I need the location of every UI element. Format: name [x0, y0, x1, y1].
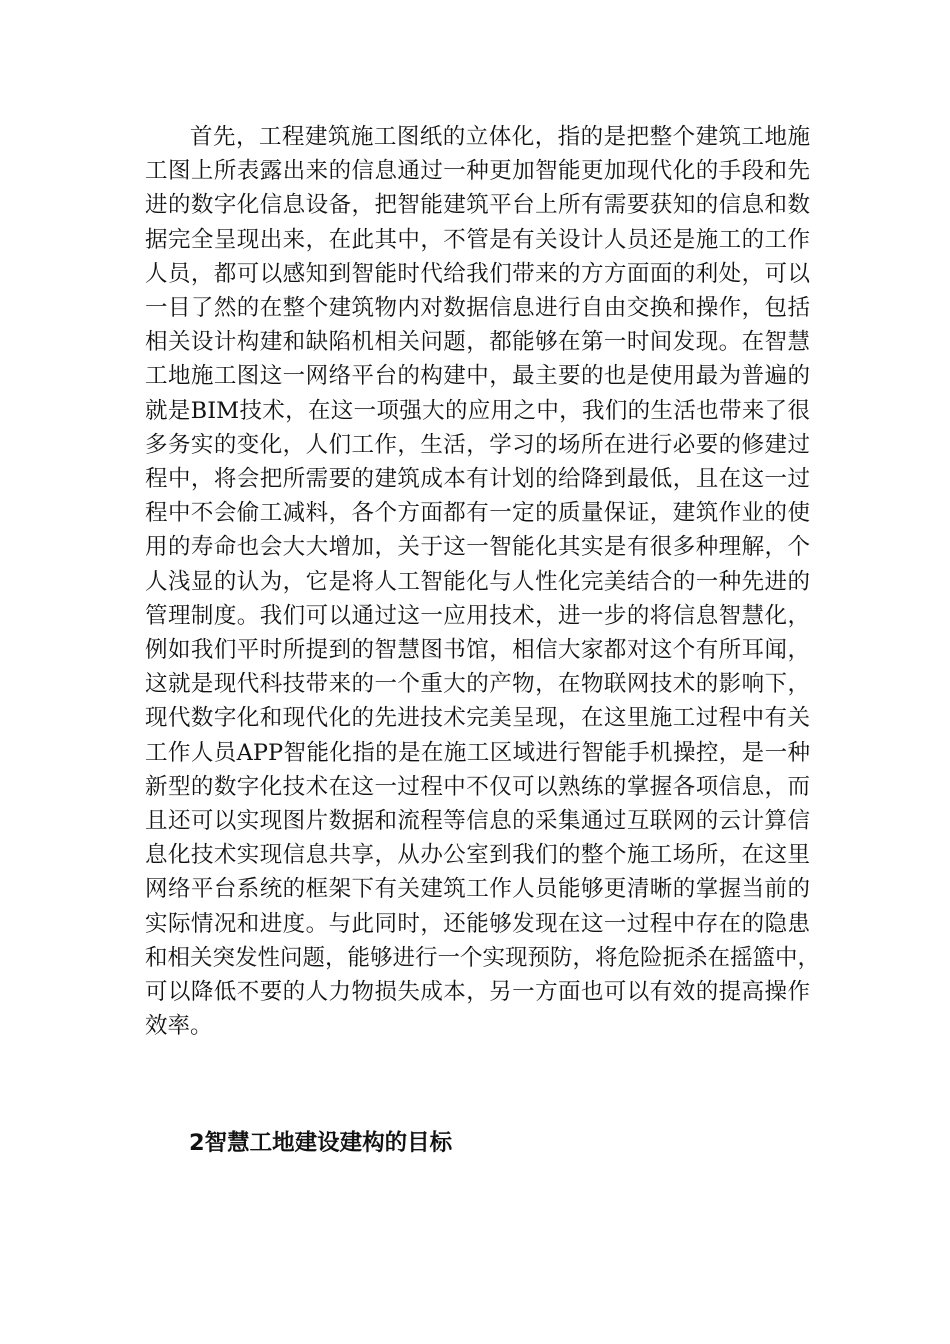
paragraph-line: 和相关突发性问题，能够进行一个实现预防，将危险扼杀在摇篮中，	[145, 944, 821, 971]
paragraph-line: 现代数字化和现代化的先进技术完美呈现，在这里施工过程中有关	[145, 705, 810, 732]
paragraph-line: 进的数字化信息设备，把智能建筑平台上所有需要获知的信息和数	[145, 192, 810, 219]
paragraph-line: 程中不会偷工减料，各个方面都有一定的质量保证，建筑作业的使	[145, 500, 810, 527]
paragraph-line: 多务实的变化，人们工作，生活，学习的场所在进行必要的修建过	[145, 431, 810, 458]
paragraph-line: 程中，将会把所需要的建筑成本有计划的给降到最低，且在这一过	[145, 466, 810, 493]
paragraph-line: 管理制度。我们可以通过这一应用技术，进一步的将信息智慧化，	[145, 602, 810, 629]
paragraph-line: 相关设计构建和缺陷机相关问题，都能够在第一时间发现。在智慧	[145, 329, 810, 356]
paragraph-line: 据完全呈现出来，在此其中，不管是有关设计人员还是施工的工作	[145, 226, 810, 253]
paragraph-line: 例如我们平时所提到的智慧图书馆，相信大家都对这个有所耳闻，	[145, 637, 810, 664]
paragraph-line: 息化技术实现信息共享，从办公室到我们的整个施工场所，在这里	[145, 842, 810, 869]
paragraph-line: 工图上所表露出来的信息通过一种更加智能更加现代化的手段和先	[145, 158, 810, 185]
paragraph-line: 用的寿命也会大大增加，关于这一智能化其实是有很多种理解，个	[145, 534, 810, 561]
paragraph-line: 可以降低不要的人力物损失成本，另一方面也可以有效的提高操作	[145, 979, 810, 1006]
paragraph-line: 人员，都可以感知到智能时代给我们带来的方方面面的利处，可以	[145, 260, 810, 287]
section-heading: 2智慧工地建设建构的目标	[189, 1130, 453, 1156]
paragraph-line: 工作人员APP智能化指的是在施工区域进行智能手机操控，是一种	[145, 739, 810, 766]
paragraph-line: 效率。	[145, 1013, 213, 1040]
paragraph-line: 实际情况和进度。与此同时，还能够发现在这一过程中存在的隐患	[145, 910, 810, 937]
body-paragraph	[145, 120, 821, 1043]
paragraph-line: 首先，工程建筑施工图纸的立体化，指的是把整个建筑工地施	[190, 124, 810, 150]
paragraph-line: 人浅显的认为，它是将人工智能化与人性化完美结合的一种先进的	[145, 568, 810, 595]
paragraph-line: 且还可以实现图片数据和流程等信息的采集通过互联网的云计算信	[145, 808, 810, 835]
paragraph-line: 一目了然的在整个建筑物内对数据信息进行自由交换和操作，包括	[145, 295, 810, 322]
paragraph-line: 新型的数字化技术在这一过程中不仅可以熟练的掌握各项信息，而	[145, 773, 810, 800]
paragraph-line: 网络平台系统的框架下有关建筑工作人员能够更清晰的掌握当前的	[145, 876, 810, 903]
paragraph-line: 工地施工图这一网络平台的构建中，最主要的也是使用最为普遍的	[145, 363, 810, 390]
paragraph-line: 就是BIM技术，在这一项强大的应用之中，我们的生活也带来了很	[145, 397, 810, 424]
paragraph-line: 这就是现代科技带来的一个重大的产物，在物联网技术的影响下，	[145, 671, 810, 698]
